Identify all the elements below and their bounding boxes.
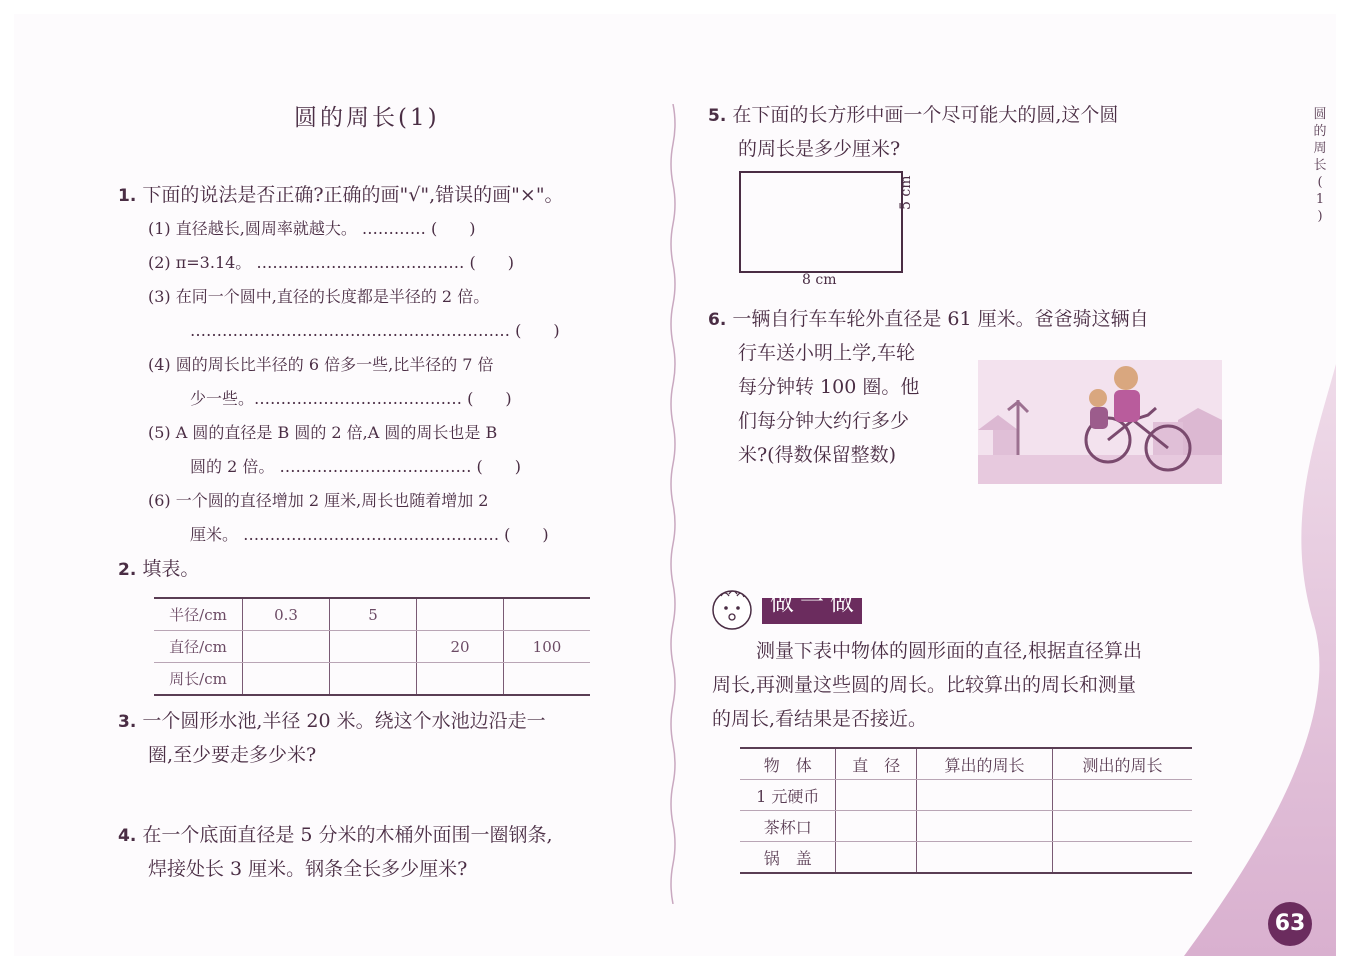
column-header: 算出的周长	[917, 748, 1053, 780]
row-label: 半径/cm	[154, 598, 243, 631]
table-cell[interactable]	[417, 598, 504, 631]
table-cell[interactable]	[917, 842, 1053, 874]
table-cell[interactable]: 20	[417, 631, 504, 663]
question-3	[118, 704, 546, 739]
table-cell[interactable]	[1053, 811, 1192, 842]
page-number: 63	[1268, 902, 1312, 946]
table-cell[interactable]	[243, 631, 330, 663]
question-number: 3.	[118, 712, 137, 732]
question-text: 在下面的长方形中画一个尽可能大的圆,这个圆	[732, 104, 1119, 126]
column-header: 直 径	[836, 748, 917, 780]
activity-line-1: 测量下表中物体的圆形面的直径,根据直径算出	[756, 640, 1143, 662]
table-cell[interactable]	[917, 811, 1053, 842]
side-char: 圆	[1313, 107, 1327, 122]
smiley-face-icon	[707, 584, 757, 634]
question-text: 一辆自行车车轮外直径是 61 厘米。爸爸骑这辆自	[732, 308, 1149, 330]
activity-line-3: 的周长,看结果是否接近。	[712, 708, 928, 730]
table-cell[interactable]	[836, 842, 917, 874]
table-cell[interactable]	[243, 663, 330, 696]
activity-heading: 做一做	[770, 588, 860, 616]
row-label: 直径/cm	[154, 631, 243, 663]
question-number: 1.	[118, 186, 137, 206]
q1-item-4-cont: 少一些。………………………………… ( )	[190, 389, 512, 408]
row-label: 锅 盖	[740, 842, 836, 874]
q1-item-5: (5) A 圆的直径是 B 圆的 2 倍,A 圆的周长也是 B	[148, 423, 498, 442]
table-cell[interactable]	[836, 780, 917, 811]
q1-item-3: (3) 在同一个圆中,直径的长度都是半径的 2 倍。	[148, 287, 490, 306]
table-cell[interactable]	[504, 598, 591, 631]
table-row	[740, 842, 1192, 874]
table-row	[154, 631, 590, 663]
table-cell[interactable]	[917, 780, 1053, 811]
width-label: 8 cm	[802, 272, 837, 288]
table-cell[interactable]	[836, 811, 917, 842]
q1-item-1: (1) 直径越长,圆周率就越大。 ………… ( )	[148, 219, 476, 238]
question-text: 在一个底面直径是 5 分米的木桶外面围一圈钢条,	[142, 824, 553, 846]
column-divider	[666, 104, 680, 904]
q1-item-5-cont: 圆的 2 倍。 ……………………………… ( )	[190, 457, 522, 476]
side-char: 长	[1313, 158, 1327, 173]
table-cell[interactable]	[1053, 780, 1192, 811]
question-number: 4.	[118, 826, 137, 846]
question-5	[708, 98, 1118, 133]
table-cell[interactable]	[330, 631, 417, 663]
question-6-line-2: 行车送小明上学,车轮	[738, 342, 916, 364]
bicycle-illustration	[978, 360, 1222, 484]
table-row	[740, 780, 1192, 811]
table-cell[interactable]: 5	[330, 598, 417, 631]
side-char: 周	[1313, 141, 1327, 156]
workbook-page	[14, 14, 1336, 956]
question-6	[708, 302, 1149, 337]
q1-item-6: (6) 一个圆的直径增加 2 厘米,周长也随着增加 2	[148, 491, 489, 510]
question-5-cont: 的周长是多少厘米?	[738, 138, 901, 160]
table-row	[154, 663, 590, 696]
q1-item-6-cont: 厘米。 ………………………………………… ( )	[190, 525, 549, 544]
activity-line-2: 周长,再测量这些圆的周长。比较算出的周长和测量	[712, 674, 1137, 696]
table-cell[interactable]	[330, 663, 417, 696]
row-label: 1 元硬币	[740, 780, 836, 811]
question-number: 6.	[708, 310, 727, 330]
question-2	[118, 552, 199, 587]
question-4-cont: 焊接处长 3 厘米。钢条全长多少厘米?	[148, 858, 468, 880]
row-label: 茶杯口	[740, 811, 836, 842]
height-label: 5 cm	[898, 175, 914, 210]
fill-table	[154, 597, 590, 696]
question-6-line-5: 米?(得数保留整数)	[738, 444, 897, 466]
table-cell[interactable]	[417, 663, 504, 696]
question-4	[118, 818, 553, 853]
side-char: (	[1317, 175, 1323, 190]
table-cell[interactable]	[504, 663, 591, 696]
column-header: 物 体	[740, 748, 836, 780]
question-6-line-4: 们每分钟大约行多少	[738, 410, 910, 432]
table-row	[740, 811, 1192, 842]
row-label: 周长/cm	[154, 663, 243, 696]
table-header-row	[740, 748, 1192, 780]
q1-item-3-cont: …………………………………………………… ( )	[190, 321, 560, 340]
question-1	[118, 178, 564, 213]
side-char: 的	[1313, 124, 1327, 139]
question-6-line-3: 每分钟转 100 圈。他	[738, 376, 920, 398]
page-title: 圆的周长(1)	[294, 105, 440, 131]
table-cell[interactable]: 100	[504, 631, 591, 663]
question-text: 下面的说法是否正确?正确的画"√",错误的画"×"。	[142, 184, 564, 206]
measurement-table	[740, 747, 1192, 874]
table-cell[interactable]: 0.3	[243, 598, 330, 631]
side-char: )	[1317, 209, 1323, 224]
q1-item-2: (2) π=3.14。 ………………………………… ( )	[148, 253, 514, 272]
question-text: 填表。	[142, 558, 200, 580]
rectangle-figure	[739, 171, 903, 273]
q1-item-4: (4) 圆的周长比半径的 6 倍多一些,比半径的 7 倍	[148, 355, 494, 374]
question-number: 2.	[118, 560, 137, 580]
side-char: 1	[1315, 192, 1325, 207]
table-cell[interactable]	[1053, 842, 1192, 874]
side-chapter-label	[1310, 106, 1330, 225]
question-number: 5.	[708, 106, 727, 126]
question-text: 一个圆形水池,半径 20 米。绕这个水池边沿走一	[142, 710, 546, 732]
question-3-cont: 圈,至少要走多少米?	[148, 744, 317, 766]
column-header: 测出的周长	[1053, 748, 1192, 780]
table-row	[154, 598, 590, 631]
